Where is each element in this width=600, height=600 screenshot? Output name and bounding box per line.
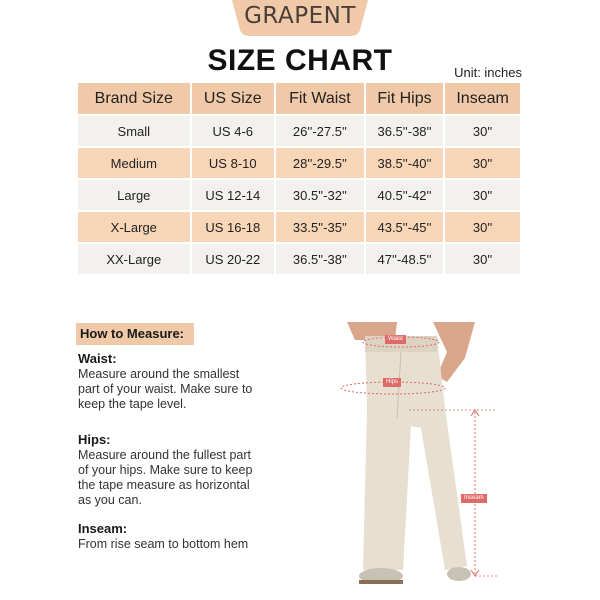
how-to-measure-heading: How to Measure: [76,323,194,345]
cell-fit-waist: 33.5''-35'' [276,212,364,242]
cell-us-size: US 8-10 [192,148,274,178]
cell-fit-hips: 43.5''-45'' [366,212,443,242]
cell-us-size: US 16-18 [192,212,274,242]
hips-text: Measure around the fullest part of your hips. Make sure to keep the tape measure as horizontal as you can. [78,448,253,507]
brand-name: GRAPENT [244,3,356,29]
cell-fit-hips: 36.5''-38'' [366,116,443,146]
header-fit-hips: Fit Hips [366,83,443,114]
cell-brand-size: Medium [78,148,190,178]
table-header-row [78,83,520,114]
cell-fit-waist: 26''-27.5'' [276,116,364,146]
cell-brand-size: X-Large [78,212,190,242]
cell-inseam: 30'' [445,148,520,178]
header-us-size: US Size [192,83,274,114]
waist-tag: Waist [385,335,406,344]
header-brand-size: Brand Size [78,83,190,114]
waist-title: Waist: [78,351,117,366]
table-row [78,148,520,178]
pants-illustration-svg [325,318,525,600]
cell-fit-hips: 47''-48.5'' [366,244,443,274]
inseam-tag: Inseam [461,494,487,503]
page-title: SIZE CHART [207,44,393,77]
inseam-text: From rise seam to bottom hem [78,537,249,551]
header-fit-waist: Fit Waist [276,83,364,114]
cell-fit-waist: 28''-29.5'' [276,148,364,178]
cell-us-size: US 12-14 [192,180,274,210]
brand-logo [232,0,368,36]
unit-label: Unit: inches [454,65,522,80]
table-row [78,116,520,146]
cell-brand-size: XX-Large [78,244,190,274]
table-row [78,212,520,242]
table-row [78,244,520,274]
table-row [78,180,520,210]
pants-model-illustration [325,318,525,600]
cell-fit-waist: 36.5''-38'' [276,244,364,274]
cell-fit-waist: 30.5''-32'' [276,180,364,210]
header-inseam: Inseam [445,83,520,114]
waist-text: Measure around the smallest part of your waist. Make sure to keep the tape level. [78,367,253,411]
cell-brand-size: Small [78,116,190,146]
cell-inseam: 30'' [445,212,520,242]
cell-us-size: US 4-6 [192,116,274,146]
cell-fit-hips: 38.5''-40'' [366,148,443,178]
cell-inseam: 30'' [445,116,520,146]
cell-inseam: 30'' [445,180,520,210]
cell-us-size: US 20-22 [192,244,274,274]
hips-title: Hips: [78,432,111,447]
size-table [76,81,522,276]
cell-fit-hips: 40.5''-42'' [366,180,443,210]
cell-brand-size: Large [78,180,190,210]
inseam-title: Inseam: [78,521,128,536]
hips-tag: Hips [383,378,401,387]
cell-inseam: 30'' [445,244,520,274]
